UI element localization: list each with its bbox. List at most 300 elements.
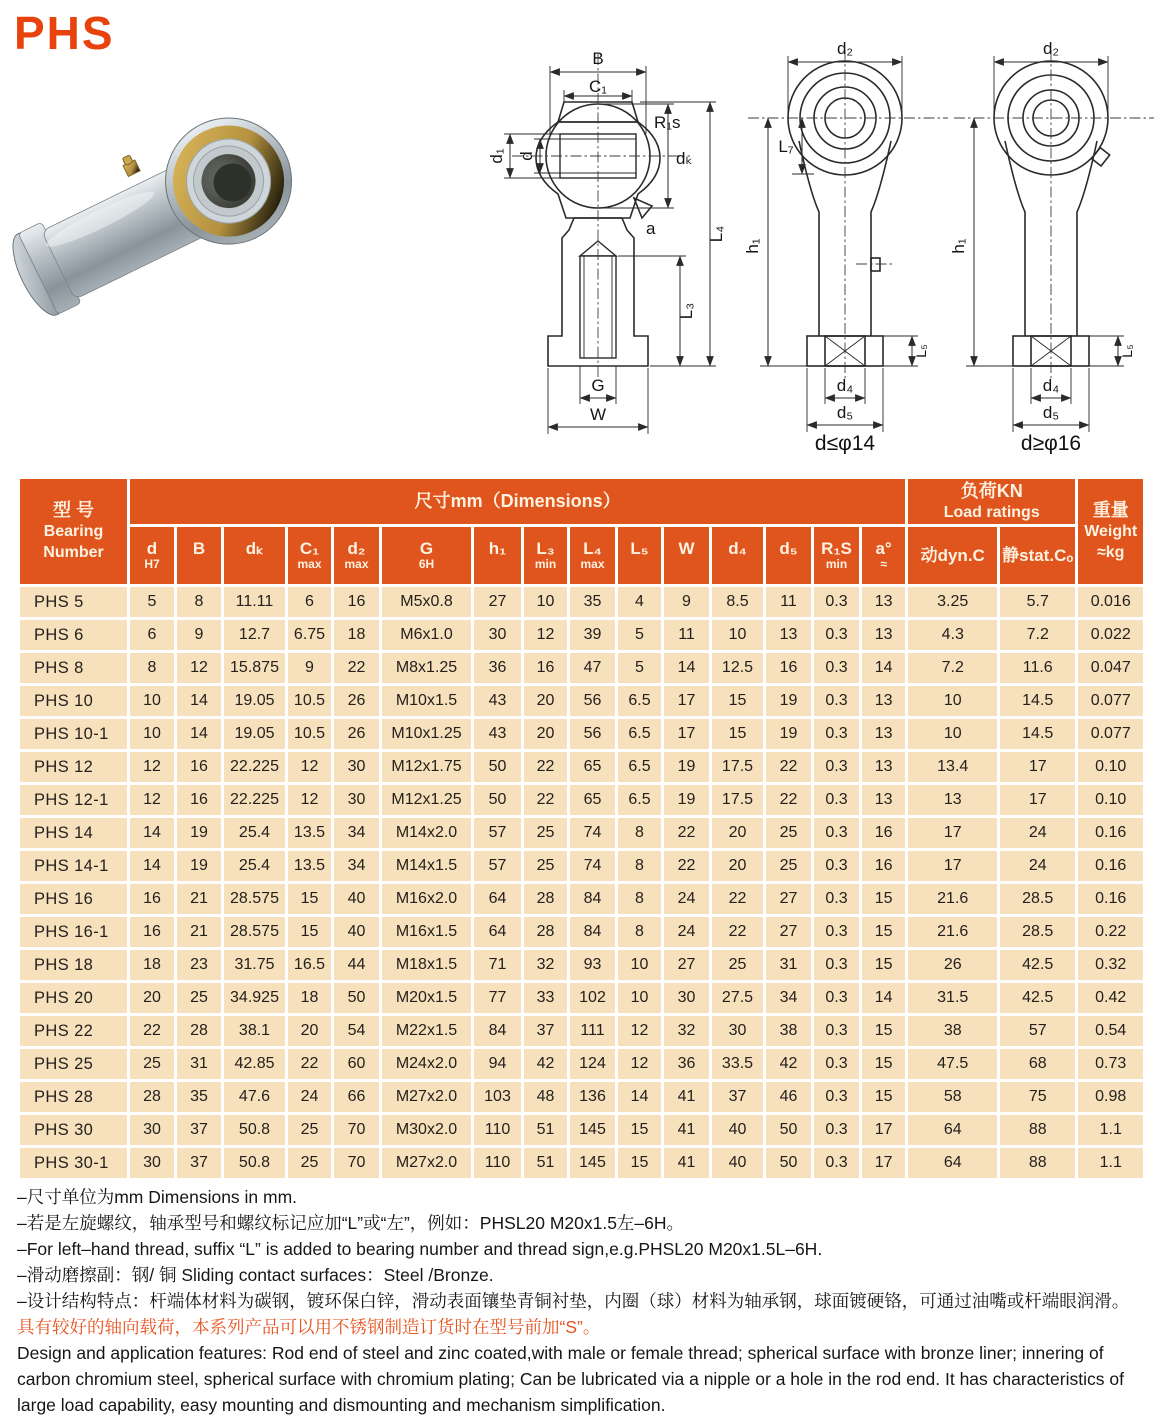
spec-value-cell: 84 — [569, 883, 617, 916]
spec-value-cell: 0.16 — [1077, 817, 1145, 850]
spec-value-cell: 10 — [711, 619, 765, 652]
spec-value-cell: 21.6 — [907, 916, 999, 949]
header-bearing-number-en: Bearing Number — [43, 523, 104, 561]
spec-value-cell: 48 — [523, 1081, 569, 1114]
spec-value-cell: 15 — [287, 916, 333, 949]
spec-value-cell: 58 — [907, 1081, 999, 1114]
spec-value-cell: 9 — [176, 619, 223, 652]
spec-value-cell: 13.4 — [907, 751, 999, 784]
spec-value-cell: 28 — [129, 1081, 176, 1114]
spec-value-cell: 35 — [569, 586, 617, 619]
spec-value-cell: 30 — [333, 784, 381, 817]
bearing-model-cell: PHS 12-1 — [19, 784, 129, 817]
spec-value-cell: 0.3 — [813, 619, 861, 652]
spec-value-cell: 12 — [523, 619, 569, 652]
spec-value-cell: 15 — [861, 916, 907, 949]
spec-value-cell: 21 — [176, 916, 223, 949]
front-view-small — [742, 6, 954, 454]
spec-value-cell: 10 — [617, 982, 663, 1015]
spec-value-cell: 24 — [287, 1081, 333, 1114]
note-contact-surfaces: –滑动磨擦副：钢/ 铜 Sliding contact surfaces：Steel /Bronze. — [17, 1265, 494, 1285]
bearing-model-cell: PHS 10 — [19, 685, 129, 718]
table-row — [19, 1015, 1145, 1048]
spec-value-cell: 14 — [861, 652, 907, 685]
spec-value-cell: 13 — [861, 784, 907, 817]
header-col-dk: dₖ — [223, 526, 287, 586]
spec-value-cell: 28 — [523, 916, 569, 949]
spec-value-cell: 50 — [765, 1114, 813, 1147]
spec-value-cell: 145 — [569, 1147, 617, 1180]
spec-value-cell: M16x2.0 — [381, 883, 473, 916]
dim-label-d4: d₄ — [1042, 376, 1060, 395]
spec-value-cell: 5 — [617, 652, 663, 685]
front2-dimensions — [949, 39, 1135, 432]
spec-value-cell: 0.3 — [813, 850, 861, 883]
spec-value-cell: 102 — [569, 982, 617, 1015]
spec-value-cell: 31 — [765, 949, 813, 982]
note-design-zh — [17, 1288, 1145, 1340]
spec-value-cell: 10 — [907, 718, 999, 751]
spec-value-cell: 16 — [523, 652, 569, 685]
spec-value-cell: 30 — [333, 751, 381, 784]
header-col-d5: d₅ — [765, 526, 813, 586]
spec-value-cell: 42 — [523, 1048, 569, 1081]
dim-label-L3: L₃ — [677, 302, 696, 320]
spec-value-cell: M20x1.5 — [381, 982, 473, 1015]
spec-value-cell: 3.25 — [907, 586, 999, 619]
spec-value-cell: 22 — [333, 652, 381, 685]
spec-value-cell: 6.5 — [617, 751, 663, 784]
spec-value-cell: 74 — [569, 817, 617, 850]
dim-label-B: B — [592, 49, 604, 68]
spec-value-cell: 70 — [333, 1147, 381, 1180]
spec-value-cell: 12 — [617, 1048, 663, 1081]
section-drawing — [448, 6, 748, 454]
header-col-d4: d₄ — [711, 526, 765, 586]
bearing-model-cell: PHS 8 — [19, 652, 129, 685]
spec-value-cell: 93 — [569, 949, 617, 982]
spec-value-cell: 13 — [861, 718, 907, 751]
spec-value-cell: 17.5 — [711, 751, 765, 784]
spec-value-cell: 20 — [711, 850, 765, 883]
spec-value-cell: 20 — [523, 685, 569, 718]
dim-label-d5: d₅ — [836, 403, 854, 422]
spec-value-cell: 27 — [765, 916, 813, 949]
spec-value-cell: 27 — [663, 949, 711, 982]
spec-value-cell: 17 — [999, 751, 1077, 784]
spec-value-cell: 54 — [333, 1015, 381, 1048]
front1-centerlines — [748, 50, 948, 380]
spec-value-cell: 10 — [617, 949, 663, 982]
product-photo — [12, 92, 332, 348]
dim-label-d2: d₂ — [836, 39, 854, 58]
spec-value-cell: 18 — [287, 982, 333, 1015]
spec-value-cell: 8 — [617, 916, 663, 949]
header-dimensions: 尺寸mm（Dimensions） — [129, 478, 907, 526]
dim-label-dk: dₖ — [676, 149, 693, 168]
spec-value-cell: 64 — [473, 883, 523, 916]
spec-value-cell: 22 — [663, 817, 711, 850]
spec-value-cell: 24 — [999, 850, 1077, 883]
spec-value-cell: 14.5 — [999, 718, 1077, 751]
spec-value-cell: 30 — [711, 1015, 765, 1048]
table-row — [19, 586, 1145, 619]
spec-value-cell: 145 — [569, 1114, 617, 1147]
spec-value-cell: 14 — [129, 850, 176, 883]
bearing-model-cell: PHS 30-1 — [19, 1147, 129, 1180]
spec-value-cell: 10.5 — [287, 718, 333, 751]
spec-value-cell: M30x2.0 — [381, 1114, 473, 1147]
spec-value-cell: 25 — [765, 817, 813, 850]
header-col-G: G 6H — [381, 526, 473, 586]
spec-value-cell: 111 — [569, 1015, 617, 1048]
table-row — [19, 883, 1145, 916]
spec-value-cell: 19 — [765, 685, 813, 718]
spec-value-cell: 8 — [617, 817, 663, 850]
spec-value-cell: 57 — [999, 1015, 1077, 1048]
spec-value-cell: 32 — [663, 1015, 711, 1048]
spec-value-cell: 38 — [907, 1015, 999, 1048]
spec-value-cell: 24 — [663, 883, 711, 916]
spec-value-cell: 88 — [999, 1114, 1077, 1147]
spec-value-cell: 1.1 — [1077, 1114, 1145, 1147]
dim-label-h1: h₁ — [949, 238, 968, 254]
spec-value-cell: 28.575 — [223, 883, 287, 916]
spec-value-cell: 40 — [333, 883, 381, 916]
dim-label-C1: C₁ — [588, 77, 608, 96]
spec-value-cell: 21.6 — [907, 883, 999, 916]
spec-value-cell: 103 — [473, 1081, 523, 1114]
spec-value-cell: 34 — [333, 850, 381, 883]
spec-value-cell: 44 — [333, 949, 381, 982]
spec-value-cell: 30 — [129, 1147, 176, 1180]
spec-value-cell: 42.5 — [999, 949, 1077, 982]
spec-value-cell: 51 — [523, 1147, 569, 1180]
spec-value-cell: 56 — [569, 685, 617, 718]
spec-value-cell: 16 — [765, 652, 813, 685]
spec-value-cell: 14 — [861, 982, 907, 1015]
spec-value-cell: 13.5 — [287, 817, 333, 850]
dim-label-L5: L₅ — [1119, 344, 1135, 358]
spec-value-cell: 12 — [176, 652, 223, 685]
spec-value-cell: 30 — [129, 1114, 176, 1147]
spec-value-cell: 0.16 — [1077, 883, 1145, 916]
spec-value-cell: 50 — [333, 982, 381, 1015]
spec-value-cell: 17 — [663, 718, 711, 751]
spec-value-cell: 41 — [663, 1147, 711, 1180]
spec-value-cell: 26 — [333, 718, 381, 751]
note-units: –尺寸单位为mm Dimensions in mm. — [17, 1187, 298, 1207]
bearing-model-cell: PHS 6 — [19, 619, 129, 652]
note-design-en: Design and application features: Rod end of steel and zinc coated,with male or female thread; spherical surface with bronze liner; innering of carbon chromium steel, spherical surface with chromium plating; Can be lubricated via a nipple or a hole in the rod end. It has characteristics of large load capability, easy mounting and dismounting and mechanism simplification. — [17, 1343, 1124, 1415]
spec-value-cell: 14 — [129, 817, 176, 850]
spec-value-cell: 30 — [473, 619, 523, 652]
table-row — [19, 1147, 1145, 1180]
spec-value-cell: 47.6 — [223, 1081, 287, 1114]
spec-value-cell: 17.5 — [711, 784, 765, 817]
spec-value-cell: 77 — [473, 982, 523, 1015]
spec-value-cell: 16.5 — [287, 949, 333, 982]
bearing-model-cell: PHS 16-1 — [19, 916, 129, 949]
spec-value-cell: 36 — [663, 1048, 711, 1081]
spec-value-cell: 15 — [711, 685, 765, 718]
spec-value-cell: 5.7 — [999, 586, 1077, 619]
bearing-model-cell: PHS 12 — [19, 751, 129, 784]
spec-value-cell: 24 — [663, 916, 711, 949]
spec-value-cell: 40 — [711, 1114, 765, 1147]
spec-value-cell: 17 — [907, 850, 999, 883]
spec-value-cell: 0.42 — [1077, 982, 1145, 1015]
spec-value-cell: 50 — [765, 1147, 813, 1180]
spec-value-cell: 70 — [333, 1114, 381, 1147]
note-left-thread-zh: –若是左旋螺纹，轴承型号和螺纹标记应加“L”或“左”，例如：PHSL20 M20x1.5左–6H。 — [17, 1213, 685, 1233]
spec-value-cell: 22 — [765, 784, 813, 817]
spec-value-cell: 25 — [523, 817, 569, 850]
spec-value-cell: 28 — [523, 883, 569, 916]
spec-value-cell: 0.3 — [813, 883, 861, 916]
spec-value-cell: M24x2.0 — [381, 1048, 473, 1081]
bearing-model-cell: PHS 20 — [19, 982, 129, 1015]
table-row — [19, 718, 1145, 751]
spec-value-cell: 27 — [473, 586, 523, 619]
rod-end-photo-illustration — [12, 92, 332, 348]
section-dimensions — [487, 49, 726, 434]
spec-value-cell: 34 — [765, 982, 813, 1015]
spec-table-body — [19, 586, 1145, 1180]
spec-value-cell: 5 — [129, 586, 176, 619]
spec-value-cell: 74 — [569, 850, 617, 883]
spec-value-cell: 50.8 — [223, 1114, 287, 1147]
spec-value-cell: 21 — [176, 883, 223, 916]
spec-value-cell: 0.3 — [813, 1114, 861, 1147]
spec-value-cell: 13 — [861, 619, 907, 652]
spec-value-cell: 6.5 — [617, 718, 663, 751]
spec-value-cell: 15 — [287, 883, 333, 916]
spec-value-cell: 11 — [765, 586, 813, 619]
spec-value-cell: 0.3 — [813, 685, 861, 718]
spec-value-cell: 37 — [176, 1147, 223, 1180]
spec-value-cell: 34 — [333, 817, 381, 850]
spec-value-cell: 110 — [473, 1114, 523, 1147]
spec-value-cell: 24 — [999, 817, 1077, 850]
spec-value-cell: 15 — [711, 718, 765, 751]
spec-value-cell: 51 — [523, 1114, 569, 1147]
spec-value-cell: 84 — [473, 1015, 523, 1048]
spec-value-cell: 7.2 — [999, 619, 1077, 652]
spec-value-cell: 43 — [473, 685, 523, 718]
spec-value-cell: 22 — [765, 751, 813, 784]
spec-value-cell: 0.047 — [1077, 652, 1145, 685]
spec-value-cell: 0.3 — [813, 1081, 861, 1114]
spec-value-cell: 7.2 — [907, 652, 999, 685]
dim-label-L7: L₇ — [778, 137, 794, 156]
spec-value-cell: 25 — [765, 850, 813, 883]
dim-label-W: W — [589, 405, 607, 424]
header-weight-en: Weight — [1084, 523, 1138, 540]
spec-value-cell: 22.225 — [223, 784, 287, 817]
bearing-model-cell: PHS 22 — [19, 1015, 129, 1048]
spec-value-cell: 14 — [176, 718, 223, 751]
spec-value-cell: 0.3 — [813, 586, 861, 619]
spec-value-cell: 16 — [861, 817, 907, 850]
spec-value-cell: 19 — [663, 784, 711, 817]
spec-value-cell: M27x2.0 — [381, 1147, 473, 1180]
spec-value-cell: 25 — [523, 850, 569, 883]
rod-end-body — [12, 93, 313, 338]
header-col-d2: d₂ max — [333, 526, 381, 586]
spec-value-cell: 30 — [663, 982, 711, 1015]
header-bearing-number-zh: 型 号 — [52, 500, 94, 520]
caption-small-sizes: d≤φ14 — [814, 432, 876, 454]
spec-value-cell: 0.3 — [813, 916, 861, 949]
spec-value-cell: 47.5 — [907, 1048, 999, 1081]
spec-value-cell: 22 — [663, 850, 711, 883]
spec-value-cell: 38 — [765, 1015, 813, 1048]
spec-value-cell: 13 — [907, 784, 999, 817]
spec-value-cell: 18 — [129, 949, 176, 982]
spec-value-cell: 64 — [907, 1147, 999, 1180]
spec-value-cell: 66 — [333, 1081, 381, 1114]
bearing-model-cell: PHS 10-1 — [19, 718, 129, 751]
page-title: PHS — [14, 7, 115, 59]
spec-value-cell: 0.3 — [813, 949, 861, 982]
table-row — [19, 817, 1145, 850]
spec-value-cell: 56 — [569, 718, 617, 751]
table-row — [19, 916, 1145, 949]
notes — [17, 1184, 1145, 1416]
spec-value-cell: 20 — [711, 817, 765, 850]
spec-value-cell: 25 — [287, 1147, 333, 1180]
header-col-h1: h₁ — [473, 526, 523, 586]
spec-value-cell: 19 — [176, 817, 223, 850]
header-col-stat: 静stat.Cₒ — [999, 526, 1077, 586]
note-design-zh-black: –设计结构特点：杆端体材料为碳钢，镀环保白锌，滑动表面镶垫青铜衬垫，内圈（球）材料为轴承钢，球面镀硬铬，可通过油嘴或杆端眼润滑。 — [17, 1291, 1130, 1311]
dim-label-h1: h₁ — [743, 238, 762, 254]
spec-value-cell: 17 — [861, 1114, 907, 1147]
spec-value-cell: 17 — [663, 685, 711, 718]
spec-value-cell: 0.22 — [1077, 916, 1145, 949]
table-row — [19, 652, 1145, 685]
bearing-model-cell: PHS 30 — [19, 1114, 129, 1147]
spec-value-cell: 6 — [129, 619, 176, 652]
spec-value-cell: 28.5 — [999, 916, 1077, 949]
spec-value-cell: 22 — [711, 883, 765, 916]
front1-dimensions — [743, 39, 929, 432]
spec-value-cell: 16 — [129, 916, 176, 949]
spec-value-cell: 22.225 — [223, 751, 287, 784]
spec-value-cell: 22 — [711, 916, 765, 949]
spec-value-cell: 32 — [523, 949, 569, 982]
spec-value-cell: 18 — [333, 619, 381, 652]
spec-value-cell: M6x1.0 — [381, 619, 473, 652]
spec-value-cell: 0.16 — [1077, 850, 1145, 883]
spec-value-cell: 19 — [663, 751, 711, 784]
spec-value-cell: 65 — [569, 784, 617, 817]
spec-value-cell: 41 — [663, 1081, 711, 1114]
spec-value-cell: 20 — [129, 982, 176, 1015]
spec-value-cell: 0.54 — [1077, 1015, 1145, 1048]
spec-value-cell: 43 — [473, 718, 523, 751]
spec-value-cell: 8.5 — [711, 586, 765, 619]
spec-value-cell: 42 — [765, 1048, 813, 1081]
spec-value-cell: 16 — [176, 751, 223, 784]
spec-value-cell: 14.5 — [999, 685, 1077, 718]
spec-value-cell: 25 — [176, 982, 223, 1015]
spec-value-cell: 33 — [523, 982, 569, 1015]
spec-value-cell: 13 — [861, 586, 907, 619]
spec-value-cell: 37 — [176, 1114, 223, 1147]
spec-value-cell: 6 — [287, 586, 333, 619]
spec-value-cell: 0.3 — [813, 982, 861, 1015]
spec-value-cell: 37 — [523, 1015, 569, 1048]
spec-value-cell: 0.3 — [813, 652, 861, 685]
spec-value-cell: 16 — [176, 784, 223, 817]
table-row — [19, 751, 1145, 784]
spec-value-cell: 22 — [523, 751, 569, 784]
spec-value-cell: 0.98 — [1077, 1081, 1145, 1114]
spec-value-cell: 64 — [473, 916, 523, 949]
spec-value-cell: M12x1.25 — [381, 784, 473, 817]
spec-value-cell: 0.32 — [1077, 949, 1145, 982]
spec-value-cell: 0.077 — [1077, 685, 1145, 718]
spec-value-cell: 50 — [473, 784, 523, 817]
spec-value-cell: M5x0.8 — [381, 586, 473, 619]
spec-value-cell: 12 — [287, 751, 333, 784]
spec-value-cell: 31 — [176, 1048, 223, 1081]
table-row — [19, 784, 1145, 817]
spec-value-cell: 8 — [617, 850, 663, 883]
spec-value-cell: 10 — [129, 718, 176, 751]
spec-value-cell: 28.575 — [223, 916, 287, 949]
bearing-model-cell: PHS 5 — [19, 586, 129, 619]
header-col-W: W — [663, 526, 711, 586]
dim-label-L5: L₅ — [913, 344, 929, 358]
dim-label-d4: d₄ — [836, 376, 854, 395]
bearing-model-cell: PHS 16 — [19, 883, 129, 916]
spec-value-cell: 14 — [176, 685, 223, 718]
spec-value-cell: 41 — [663, 1114, 711, 1147]
spec-value-cell: 40 — [333, 916, 381, 949]
spec-value-cell: 50 — [473, 751, 523, 784]
spec-value-cell: 42.5 — [999, 982, 1077, 1015]
table-row — [19, 982, 1145, 1015]
header-col-R1S: R₁S min — [813, 526, 861, 586]
spec-value-cell: M14x1.5 — [381, 850, 473, 883]
spec-value-cell: 8 — [176, 586, 223, 619]
spec-value-cell: 37 — [711, 1081, 765, 1114]
spec-value-cell: 20 — [287, 1015, 333, 1048]
spec-value-cell: 25 — [129, 1048, 176, 1081]
spec-value-cell: 0.10 — [1077, 784, 1145, 817]
spec-value-cell: 15 — [861, 1048, 907, 1081]
spec-value-cell: 20 — [523, 718, 569, 751]
spec-value-cell: 19 — [765, 718, 813, 751]
spec-value-cell: 13 — [765, 619, 813, 652]
spec-value-cell: 0.73 — [1077, 1048, 1145, 1081]
spec-value-cell: 15 — [617, 1114, 663, 1147]
spec-value-cell: 0.3 — [813, 718, 861, 751]
spec-value-cell: M10x1.5 — [381, 685, 473, 718]
spec-value-cell: 15 — [861, 1015, 907, 1048]
spec-value-cell: M8x1.25 — [381, 652, 473, 685]
spec-value-cell: 94 — [473, 1048, 523, 1081]
spec-value-cell: 68 — [999, 1048, 1077, 1081]
header-load-en: Load ratings — [943, 503, 1040, 521]
table-row — [19, 1048, 1145, 1081]
spec-value-cell: M10x1.25 — [381, 718, 473, 751]
spec-value-cell: 27 — [765, 883, 813, 916]
spec-value-cell: 110 — [473, 1147, 523, 1180]
